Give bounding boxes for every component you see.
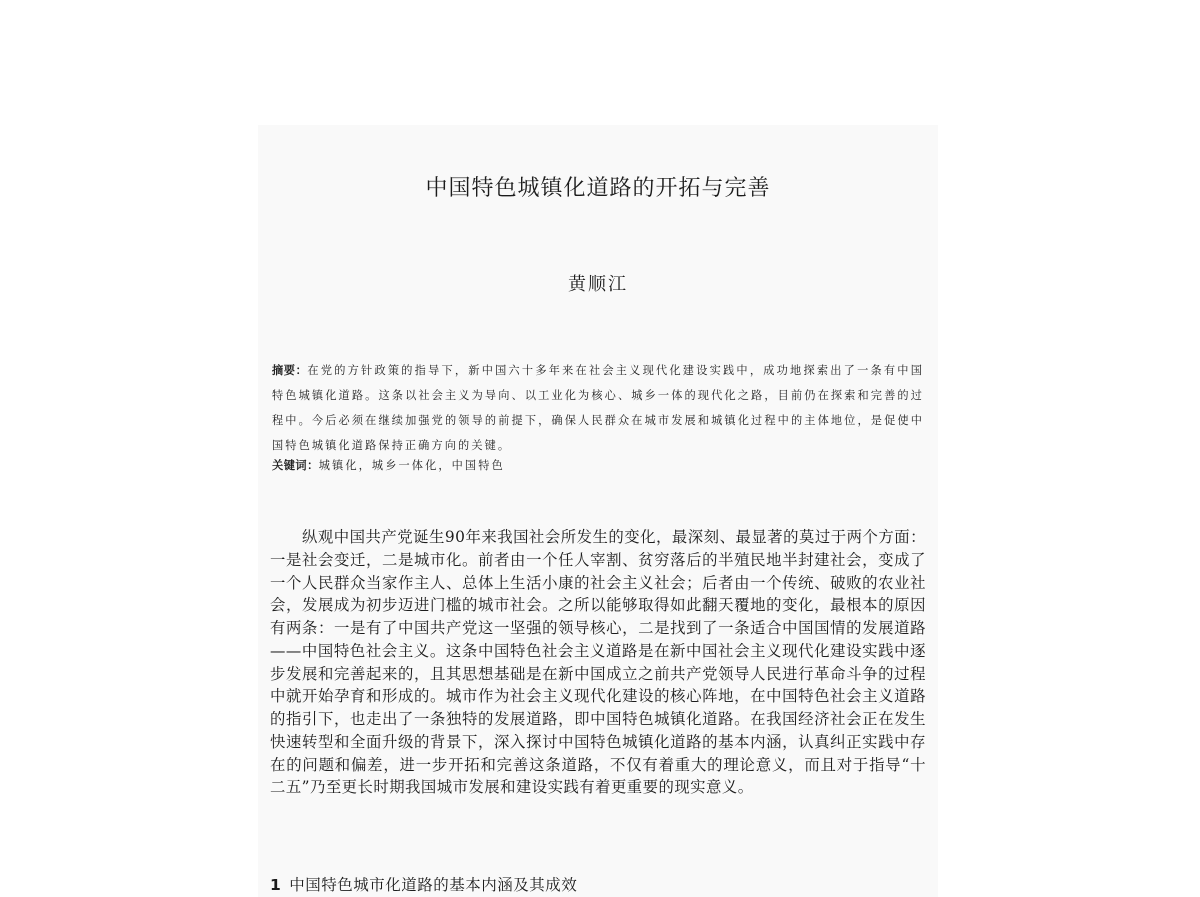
abstract-label: 摘要： bbox=[272, 364, 308, 377]
body-paragraph: 纵观中国共产党诞生90年来我国社会所发生的变化，最深刻、最显著的莫过于两个方面：一是社会变迁，二是城市化。前者由一个任人宰割、贫穷落后的半殖民地半封建社会，变成了一个人民群众当家作主人、总体上生活小康的社会主义社会；后者由一个传统、破败的农业社会，发展成为初步迈进门槛的城市社会。之所以能够取得如此翻天覆地的变化，最根本的原因有两条：一是有了中国共产党这一坚强的领导核心，二是找到了一条适合中国国情的发展道路——中国特色社会主义。这条中国特色社会主义道路是在新中国社会主义现代化建设实践中逐步发展和完善起来的，且其思想基础是在新中国成立之前共产党领导人民进行革命斗争的过程中就开始孕育和形成的。城市作为社会主义现代化建设的核心阵地，在中国特色社会主义道路的指引下，也走出了一条独特的发展道路，即中国特色城镇化道路。在我国经济社会正在发生快速转型和全面升级的背景下，深入探讨中国特色城镇化道路的基本内涵，认真纠正实践中存在的问题和偏差，进一步开拓和完善这条道路，不仅有着重大的理论意义，而且对于指导“十二五”乃至更长时期我国城市发展和建设实践有着更重要的现实意义。 bbox=[270, 528, 926, 797]
abstract-text: 在党的方针政策的指导下，新中国六十多年来在社会主义现代化建设实践中，成功地探索出了一条有中国特色城镇化道路。这条以社会主义为导向、以工业化为核心、城乡一体的现代化之路，目前仍在探索和完善的过程中。今后必须在继续加强党的领导的前提下，确保人民群众在城市发展和城镇化过程中的主体地位，是促使中国特色城镇化道路保持正确方向的关键。 bbox=[272, 364, 924, 452]
keywords-label: 关键词： bbox=[272, 459, 319, 472]
author-name: 黄顺江 bbox=[568, 274, 628, 295]
paper-title: 中国特色城镇化道路的开拓与完善 bbox=[425, 176, 771, 201]
section-title: 中国特色城市化道路的基本内涵及其成效 bbox=[289, 876, 578, 894]
section-heading bbox=[270, 873, 926, 895]
abstract bbox=[272, 358, 924, 458]
keywords bbox=[272, 456, 924, 476]
keywords-text: 城镇化，城乡一体化，中国特色 bbox=[318, 459, 505, 472]
section-number: 1 bbox=[270, 876, 282, 894]
